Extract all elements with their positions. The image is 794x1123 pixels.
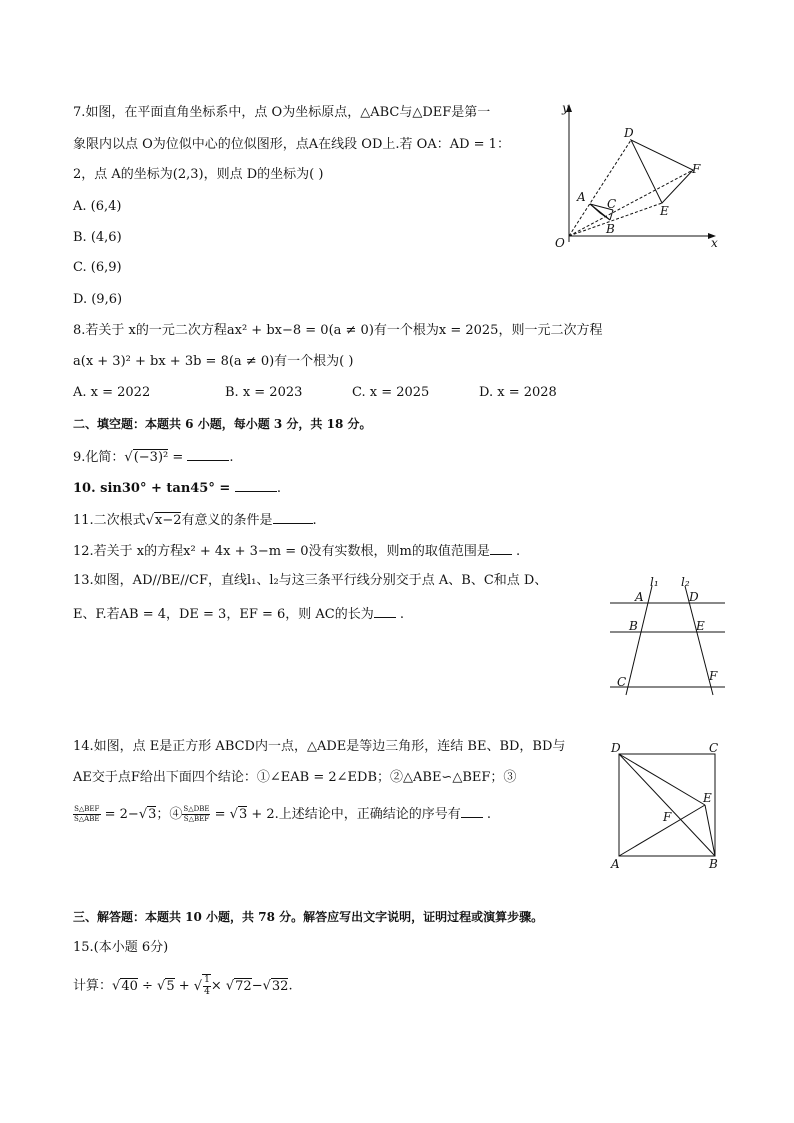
q15-fraction-den: 4 (204, 987, 210, 997)
q7-option-a: A. (6,4) (73, 199, 122, 214)
section-3-heading: 三、解答题：本题共 10 小题，共 78 分。解答应写出文字说明，证明过程或演算步骤。 (73, 910, 544, 924)
q14-fraction-2-den: S△BEF (183, 815, 210, 823)
q10-answer-blank[interactable] (235, 478, 277, 492)
label-a: A (577, 190, 586, 204)
q9-radicand: (−3)² (133, 450, 169, 465)
q7-line-1: 7.如图，在平面直角坐标系中，点 O为坐标原点，△ABC与△DEF是第一 (73, 105, 491, 120)
triangle-def (631, 140, 693, 203)
label-d: D (624, 126, 634, 140)
q13-line-1: 13.如图，AD//BE//CF，直线l₁、l₂与这三条平行线分别交于点 A、B、C和点 D、 (73, 573, 548, 588)
q13-line-2-text: E、F.若AB = 4，DE = 3，EF = 6，则 AC的长为 (73, 607, 374, 622)
label-c: C (617, 675, 627, 689)
q9-radical: √(−3)² (124, 450, 169, 465)
label-d: D (611, 741, 621, 755)
q15-sqrt-3: √72 (225, 978, 252, 994)
q14-sqrt-b: √3 (229, 807, 248, 822)
q15-sqrt-1: √40 (112, 978, 138, 994)
q14-mid-4: + 2.上述结论中，正确结论的序号有 (247, 807, 461, 822)
q15-op-1: ÷ (137, 978, 158, 994)
q14-line-3 (73, 804, 491, 824)
q15-expression (73, 974, 293, 998)
q14-sqrt-a: √3 (138, 807, 157, 822)
label-c: C (607, 197, 617, 211)
section-2-heading: 二、填空题：本题共 6 小题，每小题 3 分，共 18 分。 (73, 417, 372, 431)
q15-op-3: × (210, 978, 226, 994)
q15-fraction (202, 974, 211, 998)
q15-sqrt-frac: √ $\frac{1}{4}$ (193, 975, 210, 997)
q12-end: . (511, 544, 521, 559)
diagonal-bd (619, 754, 715, 856)
segment-cb (610, 210, 613, 220)
q15-sqrt-4-radicand: 32 (271, 978, 289, 994)
q14-fraction-2 (182, 805, 210, 824)
label-f: F (663, 810, 672, 824)
q14-fraction-1-den: S△ABE (74, 815, 100, 823)
q11-radical: √x−2 (145, 513, 182, 528)
q15-fraction-num: 1 (204, 975, 210, 985)
q14-mid-1: = 2− (100, 807, 139, 822)
q13-parallel-lines-figure (605, 572, 730, 700)
ray-of (569, 170, 693, 236)
q14-end: . (482, 807, 492, 822)
q15-sqrt-3-radicand: 72 (235, 978, 252, 994)
q11-answer-blank[interactable] (273, 510, 313, 524)
segment-be (705, 805, 715, 856)
q8-option-c: C. x = 2025 (352, 385, 430, 400)
q15-sqrt-2-radicand: 5 (166, 978, 175, 994)
q14-line-1: 14.如图，点 E是正方形 ABCD内一点，△ADE是等边三角形，连结 BE、BD，BD与 (73, 739, 566, 754)
label-e: E (703, 791, 712, 805)
q8-option-b: B. x = 2023 (225, 385, 303, 400)
q13-end: . (395, 607, 404, 622)
label-l2: l₂ (681, 575, 690, 589)
q11-prefix: 11.二次根式 (73, 513, 146, 528)
q14-mid-2: ；④ (156, 807, 183, 822)
label-e: E (660, 204, 669, 218)
q13-answer-blank[interactable] (374, 604, 396, 618)
q9-prefix: 9.化简： (73, 450, 125, 465)
q7-option-d: D. (9,6) (73, 292, 123, 307)
q11-suffix: 有意义的条件是 (181, 513, 273, 528)
q14-answer-blank[interactable] (461, 804, 483, 818)
label-c: C (709, 741, 719, 755)
q15-sqrt-2: √5 (157, 978, 175, 994)
q12-text: 12.若关于 x的方程x² + 4x + 3−m = 0没有实数根，则m的取值范围是 (73, 544, 490, 559)
label-y: y (562, 101, 569, 115)
q15-op-2: + (174, 978, 194, 994)
q15-end: . (288, 978, 293, 994)
q15-prefix: 计算： (73, 978, 113, 994)
q11-line (73, 510, 317, 530)
ray-od (569, 140, 631, 236)
segment-ae (619, 805, 705, 856)
label-b: B (606, 222, 615, 236)
q8-option-d: D. x = 2028 (479, 385, 557, 400)
q7-line-2: 象限内以点 O为位似中心的位似图形，点A在线段 OD上.若 OA：AD = 1： (73, 137, 510, 152)
q14-fraction-2-num: S△DBE (183, 805, 210, 813)
q11-radicand: x−2 (154, 513, 182, 528)
q8-line-1: 8.若关于 x的一元二次方程ax² + bx−8 = 0(a ≠ 0)有一个根为x = 2025，则一元二次方程 (73, 323, 603, 338)
q10-end: . (276, 481, 281, 496)
q7-option-c: C. (6,9) (73, 260, 122, 275)
q7-option-b: B. (4,6) (73, 230, 122, 245)
q11-end: . (312, 513, 317, 528)
q8-line-2: a(x + 3)² + bx + 3b = 8(a ≠ 0)有一个根为( ) (73, 354, 354, 369)
label-l1: l₁ (650, 575, 659, 589)
q15-op-4: − (251, 978, 263, 994)
label-o: O (555, 236, 565, 250)
label-d: D (689, 590, 699, 604)
label-f: F (709, 669, 718, 683)
q9-line (73, 447, 234, 467)
label-a: A (635, 590, 644, 604)
label-a: A (611, 857, 620, 870)
q9-answer-blank[interactable] (187, 447, 229, 461)
q15-sqrt-4: √32 (262, 978, 289, 994)
q10-text: 10. sin30° + tan45° = (73, 481, 235, 496)
label-e: E (696, 619, 705, 633)
segment-de (619, 754, 705, 805)
q15-title: 15.(本小题 6分) (73, 940, 169, 955)
q12-line (73, 541, 520, 561)
label-b: B (629, 619, 638, 633)
q12-answer-blank[interactable] (490, 541, 512, 555)
q9-end: . (229, 450, 234, 465)
q15-sqrt-1-radicand: 40 (121, 978, 138, 994)
q7-line-3: 2，点 A的坐标为(2,3)，则点 D的坐标为( ) (73, 167, 324, 182)
label-x: x (711, 236, 718, 250)
q14-square-figure (605, 738, 730, 870)
q10-line (73, 478, 281, 498)
q14-fraction-1-num: S△BEF (74, 805, 100, 813)
label-b: B (709, 857, 718, 870)
q14-mid-3: = (210, 807, 230, 822)
q13-line-2 (73, 604, 404, 624)
q14-fraction-1 (73, 805, 101, 824)
q14-line-2: AE交于点F给出下面四个结论：①∠EAB = 2∠EDB；②△ABE∽△BEF；③ (73, 770, 517, 785)
label-f: F (692, 162, 701, 176)
q8-option-a: A. x = 2022 (73, 385, 151, 400)
q9-suffix: = (168, 450, 188, 465)
q14-sqrt-b-radicand: 3 (238, 807, 248, 822)
q7-coordinate-figure (540, 100, 730, 252)
q14-sqrt-a-radicand: 3 (148, 807, 157, 822)
